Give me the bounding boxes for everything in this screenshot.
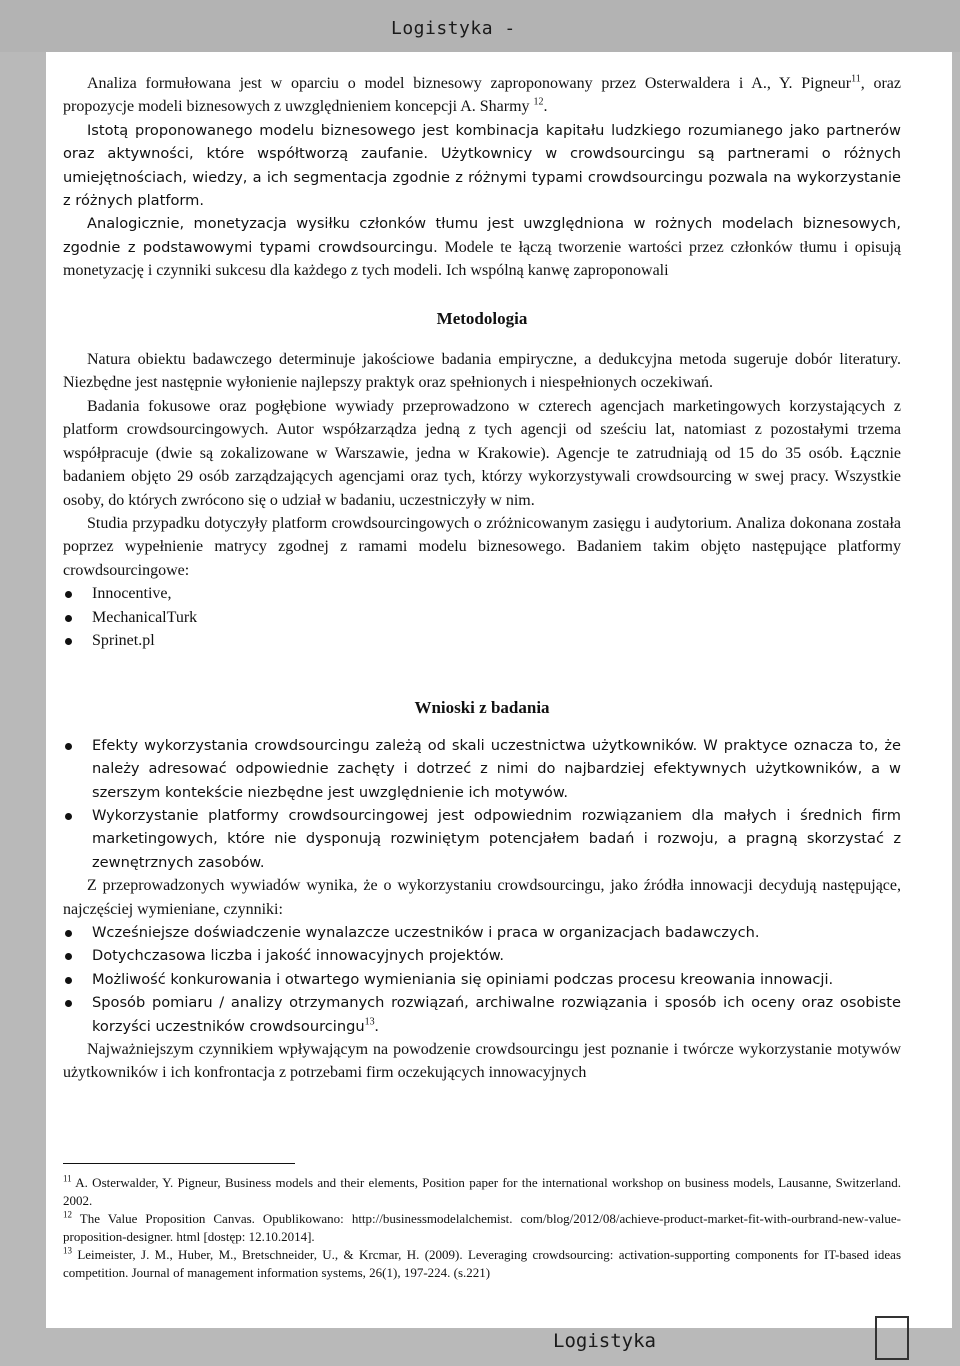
list-item: Możliwość konkurowania i otwartego wymieniania się opiniami podczas procesu kreowania innowacji. [63, 968, 901, 991]
paragraph-final: Najważniejszym czynnikiem wpływającym na powodzenie crowdsourcingu jest poznanie i twórcze wykorzystanie motywów użytkowników i ich konfrontacja z potrzebami firm oczekujących innowacyjnych [63, 1041, 901, 1082]
footnote-ref-12[interactable]: 12 [533, 97, 544, 109]
list-item: Innocentive, [63, 582, 901, 605]
list-item: Wcześniejsze doświadczenie wynalazcze uczestników i praca w organizacjach badawczych. [63, 921, 901, 944]
document-body [63, 72, 901, 1085]
paragraph-model: Istotą proponowanego modelu biznesowego jest kombinacja kapitału ludzkiego rozumianego jako partnerów oraz aktywności, które współtworzą zaufanie. Użytkownicy w crowdsourcingu są partnerami o różnych umiejętnościach, wiedzy, a ich segmentacja zgodnie z różnymi typami crowdsourcingu pozwala na wykorzystanie z różnych platform. [63, 121, 901, 210]
list-item: Wykorzystanie platformy crowdsourcingowej jest odpowiednim rozwiązaniem dla małych i średnich firm marketingowych, które nie dysponują rozwiniętym potencjałem badań i rozwoju, a pragną skorzystać z zewnętrznych zasobów. [63, 804, 901, 874]
list-item: Sprinet.pl [63, 629, 901, 652]
list-item: Dotychczasowa liczba i jakość innowacyjnych projektów. [63, 944, 901, 967]
footnote-ref-13[interactable]: 13 [364, 1016, 375, 1028]
paragraph-method-3: Studia przypadku dotyczyły platform crowdsourcingowych o zróżnicowanym zasięgu i audytorium. Analiza dokonana została poprzez wypełnienie matrycy zgodnej z ramami modelu biznesowego. Badaniem takim objęto następujące platformy crowdsourcingowe: [63, 514, 901, 579]
heading-conclusions: Wnioski z badania [414, 698, 550, 718]
paragraph-intro: Analiza formułowana jest w oparciu o model biznesowy zaproponowany przez Osterwaldera i A., Y. Pigneur$^{11}$, oraz propozycje modeli biznesowych z uwzględnieniem koncepcji A. Sharmy $^{12}$. [63, 73, 902, 116]
paragraph-monetization: Analogicznie, monetyzacja wysiłku członków tłumu jest uwzględniona w rożnych modelach biznesowych, zgodnie z podstawowymi typami crowdsourcingu. Modele te łączą tworzenie wartości przez członków tłumu i opisują monetyzację i czynniki sukcesu dla każdego z tych modeli. Ich wspólną kanwę zaproponowali [63, 215, 902, 280]
footnote-divider [63, 1163, 295, 1164]
heading-methodology: Metodologia [436, 308, 528, 328]
conclusions-list [63, 734, 901, 874]
paragraph-factors-intro: Z przeprowadzonych wywiadów wynika, że o wykorzystaniu crowdsourcingu, jako źródła innowacji decydują następujące, najczęściej wymieniane, czynniki: [63, 877, 901, 918]
list-item: MechanicalTurk [63, 606, 901, 629]
platform-list [63, 582, 901, 652]
paragraph-method-1: Natura obiektu badawczego determinuje jakościowe badania empiryczne, a dedukcyjna metoda sugeruje dobór literatury. Niezbędne jest następnie wyłonienie najlepszy praktyk oraz spełnionych i niespełnionych oczekiwań. [63, 351, 901, 392]
footer-bar [0, 1328, 960, 1366]
running-header-title: Logistyka - [391, 18, 516, 39]
footnote-ref-11[interactable]: 11 [851, 73, 861, 85]
list-item: Efekty wykorzystania crowdsourcingu zależą od skali uczestnictwa użytkowników. W praktyce oznacza to, że należy adresować odpowiednie zachęty i dotrzeć z nimi do najbardziej efektywnych użytkowników, a w szerszym kontekście niezbędne jest uwzględnienie ich motywów. [63, 734, 901, 804]
factors-list [63, 921, 901, 1038]
footnote-13: $^{13}$ Leimeister, J. M., Huber, M., Bretschneider, U., & Krcmar, H. (2009). Leveraging crowdsourcing: activation-supporting components for IT-based ideas competition. Journal of management information systems, 26(1), 197-224. (s.221) [63, 1245, 901, 1280]
running-footer-title: Logistyka [553, 1330, 656, 1352]
footnote-12: $^{12}$ The Value Proposition Canvas. Opublikowano: http://businessmodelalchemist. com/blog/2012/08/achieve-product-market-fit-with-ourbrand-new-value-proposition-designer. html [dostęp: 12.10.2014]. [63, 1209, 901, 1244]
list-item: Sposób pomiaru / analizy otrzymanych rozwiązań, archiwalne rozwiązania i sposób ich oceny oraz osobiste korzyści uczestników crowdsourcingu$^{13}$. [63, 991, 901, 1038]
footnote-11: $^{11}$ A. Osterwalder, Y. Pigneur, Business models and their elements, Position paper for the international workshop on business models, Lausanne, Switzerland. 2002. [63, 1173, 901, 1208]
page-number-box [875, 1316, 909, 1360]
footnotes [63, 1163, 901, 1282]
paragraph-method-2: Badania fokusowe oraz pogłębione wywiady przeprowadzono w czterech agencjach marketingowych korzystających z platform crowdsourcingowych. Autor współzarządza jedną z tych agencji od sześciu lat, natomiast z pozostałymi trzema współpracuje (dwie są zokalizowane w Warszawie, jedna w Krakowie). Agencje te zatrudniają od 15 do 35 osób. Łącznie badaniem objęto 29 osób zarządzających agencjami oraz tych, którzy wykorzystywali crowdsourcing w swej pracy. Wszystkie osoby, do których zwrócono się o udział w badaniu, uczestniczyły w nim. [63, 397, 901, 509]
